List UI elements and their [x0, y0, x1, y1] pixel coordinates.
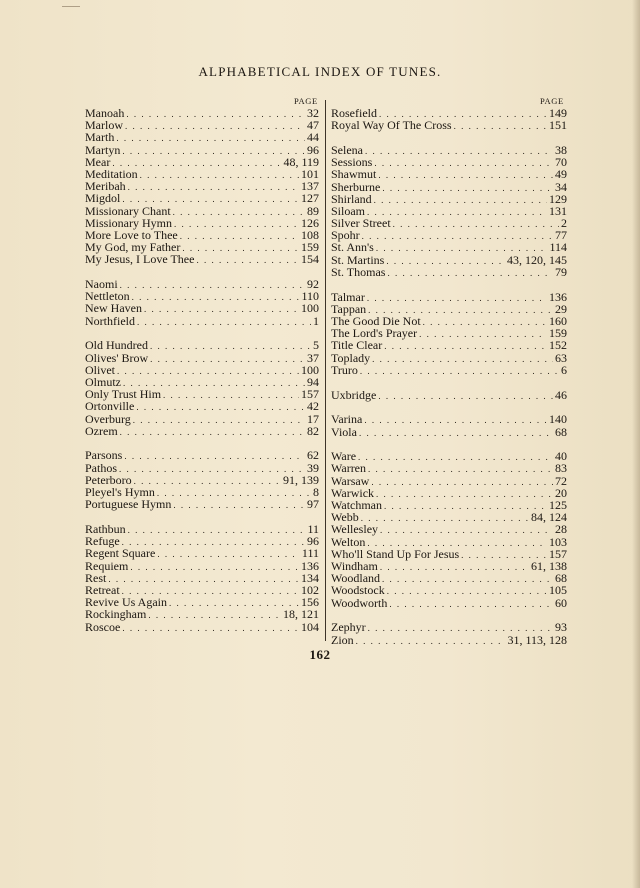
tune-name: Ware	[331, 449, 357, 464]
tune-page-number: 94	[307, 374, 319, 389]
tune-page-number: 42	[307, 399, 319, 414]
index-entry	[331, 364, 567, 376]
dot-leader	[372, 353, 553, 365]
tune-name: Varina	[331, 412, 363, 427]
tune-page-number: 129	[549, 191, 567, 206]
dot-leader	[361, 512, 529, 524]
tune-name: Royal Way Of The Cross	[331, 118, 452, 133]
dot-leader	[169, 597, 299, 609]
index-entry	[85, 119, 319, 131]
index-entry	[331, 352, 567, 364]
tune-page-number: 37	[307, 350, 319, 365]
index-letter-group	[85, 523, 319, 633]
tune-name: Truro	[331, 362, 358, 377]
tune-page-number: 2	[561, 216, 567, 231]
dot-leader	[389, 598, 553, 610]
tune-name: Manoah	[85, 106, 125, 120]
index-entry	[85, 572, 319, 584]
dot-leader	[365, 145, 553, 157]
tune-page-number: 157	[301, 387, 319, 402]
tune-name: Talmar	[331, 289, 365, 304]
tune-page-number: 159	[301, 240, 319, 255]
tune-name: Wellesley	[331, 522, 379, 537]
index-letter-group	[331, 450, 567, 608]
tune-page-number: 77	[555, 228, 567, 243]
tune-page-number: 31, 113, 128	[507, 632, 567, 647]
index-entry	[85, 131, 319, 143]
dot-leader	[362, 230, 553, 242]
tune-name: Viola	[331, 424, 357, 439]
tune-name: Ortonville	[85, 399, 135, 414]
index-entry	[331, 523, 567, 535]
tune-name: Shirland	[331, 191, 372, 206]
index-entry	[85, 315, 319, 327]
tune-name: Who'll Stand Up For Jesus	[331, 546, 460, 561]
tune-page-number: 84, 124	[531, 510, 567, 525]
tune-name: Woodworth	[331, 595, 388, 610]
tune-page-number: 100	[301, 362, 319, 377]
dot-leader	[120, 279, 305, 291]
tune-page-number: 104	[301, 619, 319, 634]
dot-leader	[128, 181, 299, 193]
index-entry	[85, 180, 319, 192]
tune-page-number: 97	[307, 497, 319, 512]
tune-name: Woodland	[331, 571, 381, 586]
tune-name: St. Ann's	[331, 240, 374, 255]
dot-leader	[163, 389, 299, 401]
dot-leader	[367, 206, 547, 218]
tune-page-number: 134	[301, 570, 319, 585]
right-index-column	[331, 107, 567, 658]
tune-page-number: 156	[301, 595, 319, 610]
index-entry	[85, 192, 319, 204]
index-entry	[331, 413, 567, 425]
tune-page-number: 101	[301, 166, 319, 181]
tune-page-number: 1	[313, 313, 319, 328]
index-entry	[331, 193, 567, 205]
index-entry	[331, 168, 567, 180]
tune-page-number: 68	[555, 571, 567, 586]
dot-leader	[393, 218, 559, 230]
index-letter-group	[85, 278, 319, 327]
tune-page-number: 125	[549, 498, 567, 513]
tune-name: Old Hundred	[85, 338, 148, 353]
dot-leader	[180, 230, 299, 242]
tune-page-number: 17	[307, 411, 319, 426]
tune-name: More Love to Thee	[85, 227, 178, 242]
tune-name: Martyn	[85, 142, 121, 157]
tune-page-number: 96	[307, 534, 319, 549]
dot-leader	[364, 414, 547, 426]
tune-page-number: 62	[307, 448, 319, 463]
dot-leader	[423, 316, 547, 328]
tune-page-number: 127	[301, 191, 319, 206]
tune-page-number: 91, 139	[283, 472, 319, 487]
tune-name: Sherburne	[331, 179, 381, 194]
tune-name: Woodstock	[331, 583, 385, 598]
dot-leader	[380, 524, 553, 536]
page-edge-shadow	[632, 0, 640, 888]
tune-name: Uxbridge	[331, 387, 377, 402]
dot-leader	[182, 242, 299, 254]
dot-leader	[124, 450, 305, 462]
tune-page-number: 159	[549, 326, 567, 341]
page-number: 162	[309, 647, 331, 662]
index-entry	[85, 302, 319, 314]
tune-page-number: 60	[555, 595, 567, 610]
tune-page-number: 34	[555, 179, 567, 194]
tune-name: Overburg	[85, 411, 131, 426]
tune-page-number: 38	[555, 142, 567, 157]
tune-name: Pleyel's Hymn	[85, 485, 155, 500]
tune-page-number: 102	[301, 582, 319, 597]
index-entry	[331, 450, 567, 462]
dot-leader	[376, 488, 553, 500]
tune-name: Warwick	[331, 485, 375, 500]
index-entry	[331, 634, 567, 646]
left-page-column-header: PAGE	[294, 96, 318, 106]
dot-leader	[374, 194, 547, 206]
dot-leader	[119, 463, 305, 475]
dot-leader	[140, 169, 299, 181]
tune-page-number: 39	[307, 460, 319, 475]
dot-leader	[382, 182, 553, 194]
index-entry	[85, 560, 319, 572]
dot-leader	[378, 390, 553, 402]
tune-name: Olivet	[85, 362, 115, 377]
tune-name: Silver Street	[331, 216, 391, 231]
tune-name: The Lord's Prayer	[331, 326, 418, 341]
tune-name: Ozrem	[85, 423, 118, 438]
tune-name: Watchman	[331, 498, 383, 513]
tune-page-number: 6	[561, 362, 567, 377]
index-entry	[331, 119, 567, 131]
dot-leader	[126, 108, 305, 120]
tune-page-number: 160	[549, 314, 567, 328]
index-entry	[331, 266, 567, 278]
index-entry	[85, 523, 319, 535]
dot-leader	[384, 500, 547, 512]
index-entry	[331, 462, 567, 474]
index-entry	[85, 253, 319, 265]
tune-page-number: 103	[549, 534, 567, 549]
tune-name: Rathbun	[85, 522, 126, 536]
tune-name: My God, my Father	[85, 240, 181, 255]
tune-page-number: 5	[313, 338, 319, 353]
tune-page-number: 48, 119	[283, 154, 319, 169]
dot-leader	[150, 353, 305, 365]
dot-leader	[356, 635, 506, 647]
dot-leader	[173, 499, 305, 511]
tune-name: Regent Square	[85, 546, 156, 561]
index-entry	[85, 425, 319, 437]
tune-name: Missionary Hymn	[85, 215, 172, 230]
dot-leader	[360, 365, 559, 377]
dot-leader	[173, 206, 305, 218]
index-entry	[85, 205, 319, 217]
dot-leader	[144, 303, 299, 315]
tune-name: Windham	[331, 558, 378, 573]
index-entry	[331, 597, 567, 609]
tune-page-number: 108	[301, 227, 319, 242]
dot-leader	[122, 622, 299, 634]
dot-leader	[368, 463, 553, 475]
tune-name: Nettleton	[85, 289, 130, 304]
index-entry	[331, 584, 567, 596]
index-entry	[331, 241, 567, 253]
dot-leader	[108, 573, 299, 585]
tune-page-number: 151	[549, 118, 567, 133]
tune-page-number: 92	[307, 277, 319, 292]
dot-leader	[174, 218, 299, 230]
index-entry	[331, 181, 567, 193]
tune-name: Portuguese Hymn	[85, 497, 172, 512]
tune-name: Pathos	[85, 460, 118, 475]
tune-name: Olives' Brow	[85, 350, 149, 365]
tune-page-number: 72	[555, 473, 567, 488]
tune-name: Siloam	[331, 203, 366, 218]
tune-name: Marlow	[85, 118, 123, 133]
index-entry	[85, 413, 319, 425]
tune-name: Tappan	[331, 301, 367, 316]
tune-name: Parsons	[85, 448, 123, 463]
dot-leader	[117, 365, 299, 377]
dot-leader	[136, 401, 305, 413]
tune-name: Title Clear	[331, 338, 383, 353]
index-letter-group	[85, 449, 319, 510]
tune-name: Meditation	[85, 166, 138, 181]
index-entry	[85, 144, 319, 156]
dot-leader	[384, 340, 547, 352]
tune-name: Mear	[85, 154, 111, 169]
tune-page-number: 70	[555, 155, 567, 170]
dot-leader	[454, 120, 547, 132]
page-title: ALPHABETICAL INDEX OF TUNES.	[198, 64, 442, 79]
tune-page-number: 8	[313, 485, 319, 500]
left-index-column	[85, 107, 319, 645]
right-page-column-header: PAGE	[540, 96, 564, 106]
tune-name: Requiem	[85, 558, 129, 573]
tune-name: Meribah	[85, 179, 126, 194]
index-letter-group	[331, 144, 567, 278]
tune-page-number: 137	[301, 179, 319, 194]
tune-page-number: 152	[549, 338, 567, 353]
tune-page-number: 11	[307, 522, 319, 536]
index-entry	[85, 608, 319, 620]
tune-page-number: 20	[555, 485, 567, 500]
dot-leader	[359, 427, 553, 439]
index-letter-group	[331, 389, 567, 401]
dot-leader	[132, 291, 300, 303]
dot-leader	[157, 548, 300, 560]
dot-leader	[134, 475, 281, 487]
dot-leader	[125, 120, 305, 132]
index-entry	[331, 536, 567, 548]
tune-page-number: 157	[549, 546, 567, 561]
tune-name: Warsaw	[331, 473, 370, 488]
tune-name: Webb	[331, 510, 359, 525]
tune-page-number: 28	[555, 522, 567, 537]
tune-name: Welton	[331, 534, 366, 549]
tune-name: Retreat	[85, 582, 120, 597]
dot-leader	[196, 254, 299, 266]
dot-leader	[382, 573, 553, 585]
tune-name: Peterboro	[85, 472, 132, 487]
tune-page-number: 32	[307, 106, 319, 120]
dot-leader	[137, 316, 311, 328]
tune-page-number: 29	[555, 301, 567, 316]
tune-page-number: 100	[301, 301, 319, 316]
tune-page-number: 154	[301, 252, 319, 267]
dot-leader	[150, 340, 311, 352]
tune-page-number: 96	[307, 142, 319, 157]
tune-name: Shawmut	[331, 167, 377, 182]
index-entry	[85, 547, 319, 559]
index-entry	[85, 498, 319, 510]
tune-name: Marth	[85, 130, 115, 145]
tune-name: Rosefield	[331, 106, 377, 120]
dot-leader	[148, 609, 281, 621]
tune-name: Spohr	[331, 228, 360, 243]
tune-name: Naomi	[85, 277, 118, 292]
dot-leader	[419, 328, 547, 340]
dot-leader	[358, 451, 553, 463]
dot-leader	[120, 426, 305, 438]
tune-name: Rest	[85, 570, 107, 585]
index-entry	[331, 339, 567, 351]
index-entry	[85, 449, 319, 461]
tune-name: The Good Die Not	[331, 314, 421, 328]
tune-page-number: 131	[549, 203, 567, 218]
tune-page-number: 43, 120, 145	[507, 252, 567, 267]
tune-page-number: 47	[307, 118, 319, 133]
index-entry	[331, 621, 567, 633]
tune-name: St. Thomas	[331, 264, 386, 279]
tune-name: Northfield	[85, 313, 135, 328]
tune-page-number: 82	[307, 423, 319, 438]
tune-name: Revive Us Again	[85, 595, 167, 610]
tune-name: Missionary Chant	[85, 203, 171, 218]
tune-page-number: 63	[555, 350, 567, 365]
tune-page-number: 140	[549, 412, 567, 427]
paper-mark	[62, 0, 80, 7]
tune-page-number: 68	[555, 424, 567, 439]
column-divider	[325, 100, 326, 641]
tune-name: Roscoe	[85, 619, 121, 634]
tune-name: New Haven	[85, 301, 142, 316]
tune-page-number: 93	[555, 620, 567, 635]
dot-leader	[122, 145, 305, 157]
tune-name: Sessions	[331, 155, 373, 170]
tune-page-number: 114	[549, 240, 567, 255]
dot-leader	[387, 585, 547, 597]
dot-leader	[378, 169, 553, 181]
dot-leader	[387, 267, 553, 279]
index-letter-group	[331, 107, 567, 131]
tune-name: Warren	[331, 461, 367, 476]
tune-page-number: 40	[555, 449, 567, 464]
dot-leader	[371, 476, 553, 488]
index-entry	[331, 291, 567, 303]
index-letter-group	[85, 107, 319, 265]
tune-name: Only Trust Him	[85, 387, 162, 402]
index-entry	[85, 339, 319, 351]
dot-leader	[374, 157, 553, 169]
index-entry	[85, 352, 319, 364]
tune-name: St. Martins	[331, 252, 385, 267]
tune-name: Refuge	[85, 534, 120, 549]
tune-page-number: 46	[555, 387, 567, 402]
index-letter-group	[331, 621, 567, 645]
tune-page-number: 136	[301, 558, 319, 573]
dot-leader	[380, 561, 529, 573]
tune-name: Zion	[331, 632, 354, 647]
tune-name: My Jesus, I Love Thee	[85, 252, 195, 267]
index-entry	[85, 400, 319, 412]
tune-page-number: 79	[555, 264, 567, 279]
tune-page-number: 105	[549, 583, 567, 598]
tune-page-number: 83	[555, 461, 567, 476]
index-entry	[331, 426, 567, 438]
tune-page-number: 44	[307, 130, 319, 145]
tune-name: Zephyr	[331, 620, 366, 635]
dot-leader	[367, 292, 547, 304]
tune-name: Rockingham	[85, 607, 147, 622]
tune-page-number: 18, 121	[283, 607, 319, 622]
tune-name: Selena	[331, 142, 363, 157]
tune-name: Migdol	[85, 191, 121, 206]
tune-page-number: 149	[549, 106, 567, 120]
tune-page-number: 61, 138	[531, 558, 567, 573]
tune-page-number: 89	[307, 203, 319, 218]
tune-page-number: 49	[555, 167, 567, 182]
tune-page-number: 111	[301, 546, 319, 561]
tune-page-number: 110	[301, 289, 319, 304]
index-letter-group	[331, 413, 567, 437]
dot-leader	[112, 157, 281, 169]
dot-leader	[157, 487, 311, 499]
index-entry	[331, 217, 567, 229]
tune-page-number: 126	[301, 215, 319, 230]
dot-leader	[133, 414, 305, 426]
index-letter-group	[85, 339, 319, 437]
dot-leader	[386, 255, 505, 267]
dot-leader	[130, 561, 299, 573]
tune-name: Olmutz	[85, 374, 121, 389]
index-entry	[331, 389, 567, 401]
index-letter-group	[331, 291, 567, 376]
tune-name: Toplady	[331, 350, 371, 365]
dot-leader	[116, 132, 305, 144]
dot-leader	[128, 524, 306, 536]
tune-page-number: 136	[549, 289, 567, 304]
index-entry	[85, 621, 319, 633]
